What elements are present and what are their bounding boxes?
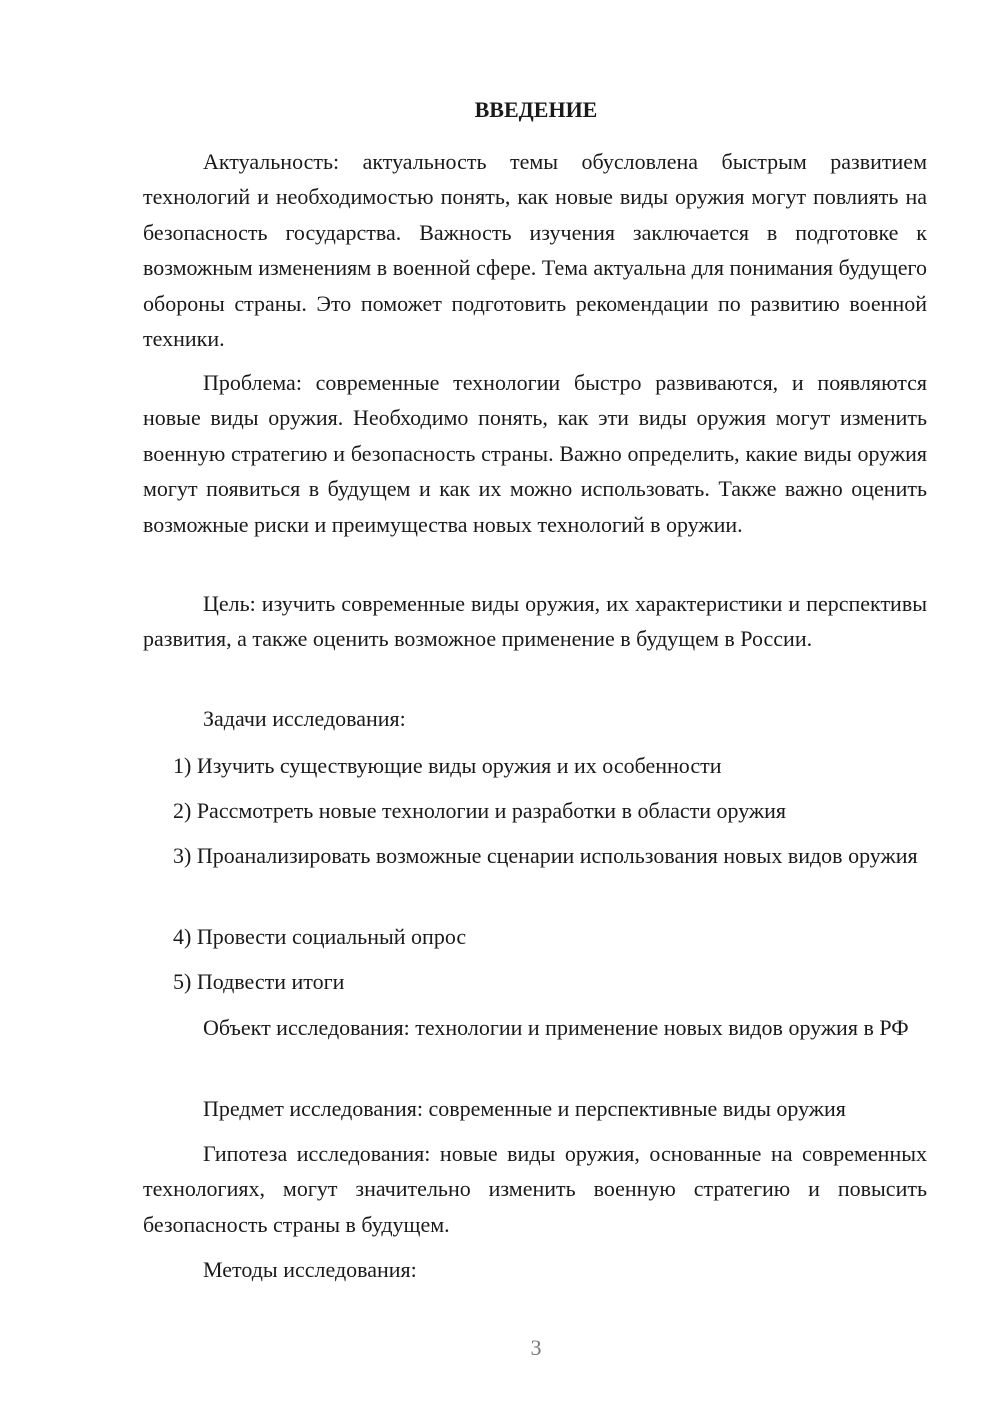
paragraph-relevance: Актуальность: актуальность темы обусловлена быстрым развитием технологий и необходимостью понять, как новые виды оружия могут повлиять на безопасность государства. Важность изучения заключается в подготовке к возможным изменениям в военной сфере. Тема актуальна для понимания будущего обороны страны. Это поможет подготовить рекомендации по развитию военной техники. bbox=[143, 149, 927, 352]
paragraph-methods: Методы исследования: bbox=[203, 1257, 417, 1282]
task-item-2: 2) Рассмотреть новые технологии и разработки в области оружия bbox=[173, 798, 787, 823]
paragraph-object: Объект исследования: технологии и применение новых видов оружия в РФ bbox=[203, 1015, 909, 1040]
paragraph-tasks-heading: Задачи исследования: bbox=[203, 706, 406, 731]
task-item-5: 5) Подвести итоги bbox=[173, 969, 345, 994]
task-item-3: 3) Проанализировать возможные сценарии использования новых видов оружия bbox=[173, 843, 918, 868]
paragraph-problem: Проблема: современные технологии быстро развиваются, и появляются новые виды оружия. Необходимо понять, как эти виды оружия могут изменить военную стратегию и безопасность страны. Важно определить, какие виды оружия могут появиться в будущем и как их можно использовать. Также важно оценить возможные риски и преимущества новых технологий в оружии. bbox=[143, 370, 927, 537]
paragraph-hypothesis: Гипотеза исследования: новые виды оружия, основанные на современных технологиях, могут значительно изменить военную стратегию и повысить безопасность страны в будущем. bbox=[143, 1141, 927, 1237]
task-item-4: 4) Провести социальный опрос bbox=[173, 924, 467, 949]
page-title: ВВЕДЕНИЕ bbox=[474, 97, 598, 122]
page-number: 3 bbox=[530, 1335, 542, 1360]
paragraph-goal: Цель: изучить современные виды оружия, их характеристики и перспективы развития, а также оценить возможное применение в будущем в России. bbox=[143, 591, 927, 652]
task-item-1: 1) Изучить существующие виды оружия и их особенности bbox=[173, 753, 722, 778]
paragraph-subject: Предмет исследования: современные и перспективные виды оружия bbox=[203, 1096, 846, 1121]
